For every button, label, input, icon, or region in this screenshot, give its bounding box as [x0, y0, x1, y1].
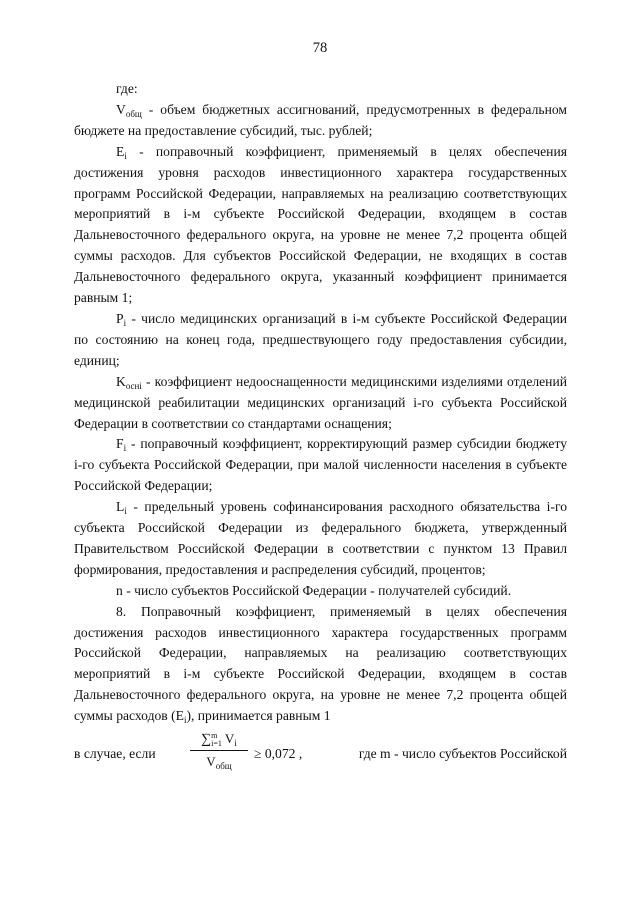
fraction-numerator [188, 729, 250, 750]
var-subscript: оснi [125, 380, 142, 391]
numerator-var: V [224, 731, 235, 747]
definition-v-obsh [74, 100, 567, 142]
definition-k-osn [74, 372, 567, 435]
page-number: 78 [312, 40, 328, 56]
definition-p-i [74, 309, 567, 372]
fraction-denominator [188, 751, 250, 773]
item-8-tail: ), принимается равным 1 [186, 708, 331, 724]
definition-l-i [74, 497, 567, 581]
definition-n: n - число субъектов Российской Федерации - получателей субсидий. [116, 582, 512, 598]
formula-relation: ≥ 0,072 , [254, 746, 303, 762]
definition-text: - число медицинских организаций в i-м субъекте Российской Федерации по состоянию на конец года, предшествующего году предоставления субсидии, единиц; [74, 310, 567, 368]
formula-prefix: в случае, если [74, 746, 156, 762]
formula-fraction [188, 729, 250, 773]
var-subscript: i [123, 317, 127, 328]
var-symbol: K [116, 373, 126, 389]
definition-e-i [74, 142, 567, 309]
sum-limits [211, 732, 222, 748]
denominator-var: V [206, 754, 216, 770]
definition-text: - объем бюджетных ассигнований, предусмотренных в федеральном бюджете на предоставление субсидий, тыс. рублей; [74, 101, 567, 138]
var-subscript: i [124, 150, 127, 161]
item-8-paragraph [74, 602, 567, 727]
definition-text: - поправочный коэффициент, корректирующий размер субсидии бюджету i-го субъекта Российской Федерации, при малой численности населения в субъекте Российской Федерации; [74, 436, 567, 494]
var-symbol: F [116, 436, 124, 452]
var-subscript: i [124, 506, 127, 517]
sum-symbol: ∑ [201, 732, 212, 748]
where-label: где: [116, 81, 138, 96]
sum-upper-limit: m [211, 731, 218, 741]
var-subscript: общ [125, 108, 142, 119]
document-body [74, 79, 567, 781]
item-8-text: 8. Поправочный коэффициент, применяемый в целях обеспечения достижения расходов инвестиционного характера государственных программ Российской Федерации, направляемых на реализацию соответствующих мероприятий в i-м субъекте Российской Федерации, входящем в состав Дальневосточного федерального округа, на уровне не менее 7,2 процента общей суммы расходов (E [74, 603, 567, 724]
sum-lower-limit: i=1 [211, 739, 222, 749]
formula-line [74, 729, 567, 781]
var-symbol: V [116, 101, 126, 117]
definition-text: - предельный уровень софинансирования расходного обязательства i-го субъекта Российской Федерации из федерального бюджета, утвержденный Правительством Российской Федерации в соответствии с пунктом 13 Правил формирования, предоставления и распределения субсидий, процентов; [74, 499, 567, 577]
var-subscript: i [123, 443, 127, 454]
definition-f-i [74, 434, 567, 497]
var-symbol: P [116, 310, 124, 326]
item-8-subscript: i [183, 715, 187, 726]
definition-text: - коэффициент недооснащенности медицинскими изделиями отделений медицинской реабилитации медицинских организаций i-го субъекта Российской Федерации в соответствии со стандартами оснащения; [74, 373, 567, 431]
numerator-sub: i [234, 738, 237, 749]
var-symbol: E [116, 143, 125, 159]
var-symbol: L [116, 499, 125, 515]
formula-suffix: где m - число субъектов Российской [358, 746, 567, 762]
denominator-sub: общ [215, 761, 232, 772]
definition-text: - поправочный коэффициент, применяемый в целях обеспечения достижения уровня расходов инвестиционного характера государственных программ Российской Федерации, направляемых на реализацию соответствующих мероприятий в i-м субъекте Российской Федерации, входящем в состав Дальневосточного федерального округа, на уровне не менее 7,2 процента общей суммы расходов. Для субъектов Российской Федерации, не входящих в состав Дальневосточного федерального округа, указанный коэффициент принимается равным 1; [74, 143, 567, 306]
